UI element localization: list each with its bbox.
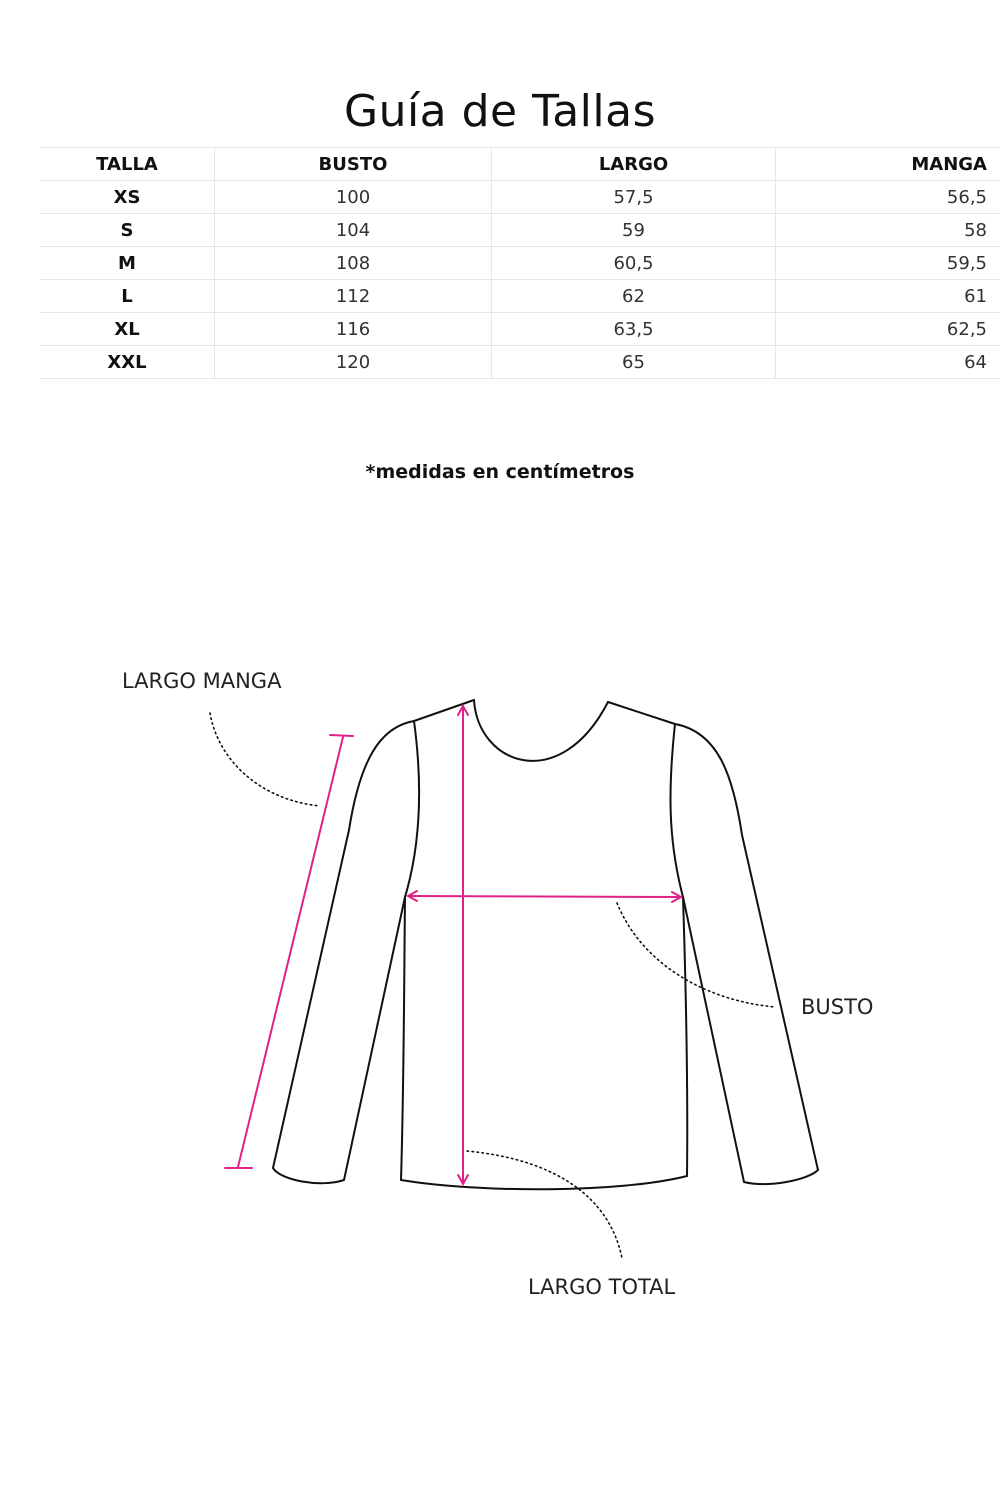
leader-lines [210, 713, 775, 1258]
largo-cell: 60,5 [492, 247, 776, 280]
neckline-outline [474, 700, 608, 761]
table-row [40, 181, 1000, 214]
size-cell: XS [40, 181, 215, 214]
size-cell: XXL [40, 346, 215, 379]
right-sleeve-outline [675, 724, 818, 1184]
bust-label: BUSTO [801, 995, 874, 1019]
sweater-outline [273, 700, 818, 1189]
page-title: Guía de Tallas [343, 86, 657, 137]
bust-line [409, 896, 680, 897]
size-cell: L [40, 280, 215, 313]
table-row [40, 313, 1000, 346]
manga-cell: 58 [776, 214, 1000, 247]
largo-cell: 63,5 [492, 313, 776, 346]
column-header-largo: LARGO [492, 148, 776, 181]
busto-cell: 104 [215, 214, 492, 247]
manga-cell: 62,5 [776, 313, 1000, 346]
size-cell: S [40, 214, 215, 247]
busto-cell: 112 [215, 280, 492, 313]
size-cell: XL [40, 313, 215, 346]
manga-cell: 59,5 [776, 247, 1000, 280]
length-leader-line [467, 1151, 622, 1258]
manga-cell: 56,5 [776, 181, 1000, 214]
sleeve-length-cap-top [330, 735, 353, 736]
measurement-lines [225, 706, 681, 1184]
column-header-busto: BUSTO [215, 148, 492, 181]
left-sleeve-outline [273, 721, 414, 1183]
table-row [40, 346, 1000, 379]
sleeve-length-label: LARGO MANGA [122, 669, 282, 693]
manga-cell: 61 [776, 280, 1000, 313]
largo-cell: 62 [492, 280, 776, 313]
table-row [40, 280, 1000, 313]
sleeve-leader-line [210, 713, 320, 806]
manga-cell: 64 [776, 346, 1000, 379]
right-shoulder-outline [608, 702, 675, 724]
busto-cell: 108 [215, 247, 492, 280]
busto-cell: 120 [215, 346, 492, 379]
body-right-side-outline [670, 724, 687, 1176]
total-length-label: LARGO TOTAL [528, 1275, 676, 1299]
table-row [40, 214, 1000, 247]
hem-outline [401, 1176, 687, 1189]
column-header-talla: TALLA [40, 148, 215, 181]
busto-cell: 100 [215, 181, 492, 214]
sleeve-length-line [238, 737, 343, 1167]
body-left-side-outline [401, 721, 419, 1180]
size-chart-table [40, 147, 1000, 379]
column-header-manga: MANGA [776, 148, 1000, 181]
table-row [40, 247, 1000, 280]
table-header-row [40, 148, 1000, 181]
busto-cell: 116 [215, 313, 492, 346]
units-note: *medidas en centímetros [365, 461, 635, 483]
largo-cell: 59 [492, 214, 776, 247]
size-cell: M [40, 247, 215, 280]
largo-cell: 65 [492, 346, 776, 379]
largo-cell: 57,5 [492, 181, 776, 214]
